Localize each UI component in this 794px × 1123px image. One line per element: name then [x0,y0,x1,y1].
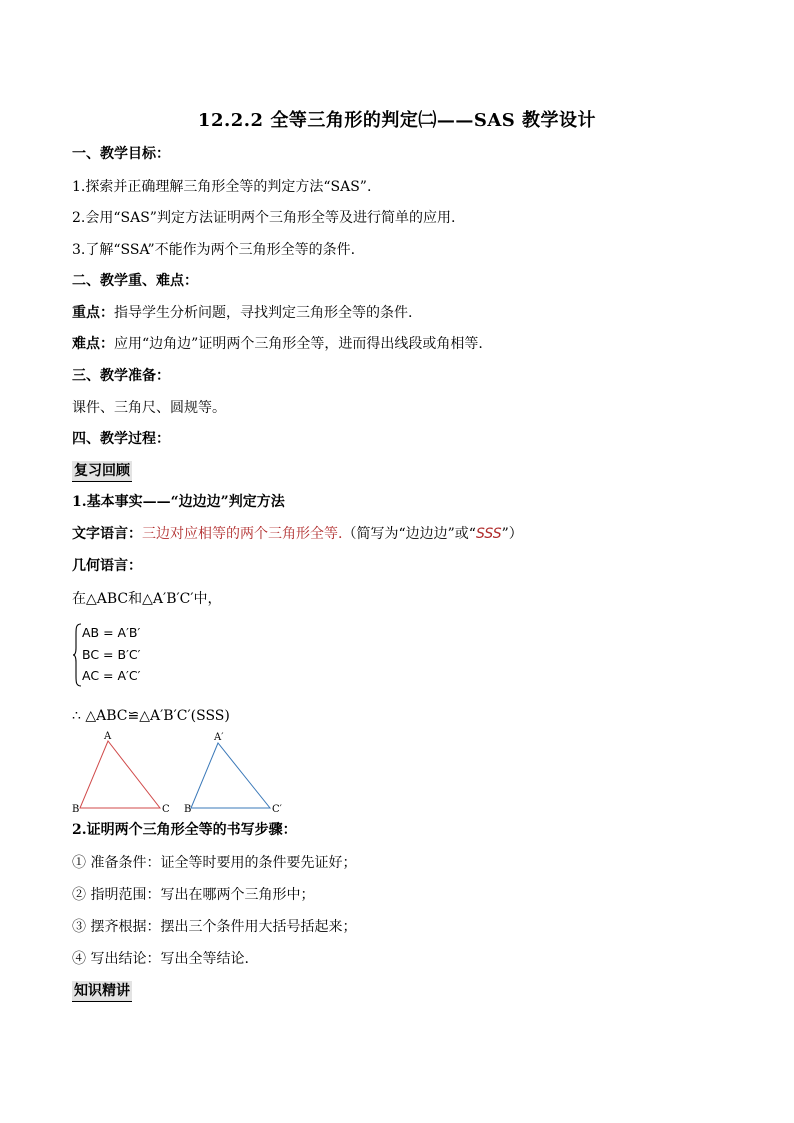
key-point-line [72,303,412,323]
document-title: 12.2.2 全等三角形的判定㈡——SAS 教学设计 [197,110,597,131]
vertex-label-a-prime: A′ [214,732,224,743]
knowledge-tag: 知识精讲 [72,981,132,1002]
step-item-1: ① 准备条件：证全等时要用的条件要先证好； [72,855,357,871]
section-heading-process: 四、教学过程： [72,431,170,447]
in-triangles-text: 在△ABC和△A′B′C′中， [72,591,222,607]
vertex-label-c-prime: C′ [272,804,282,815]
section-heading-key-points: 二、教学重、难点： [72,273,198,289]
sss-abbrev: SSS [475,526,502,542]
vertex-label-b: B [72,804,80,815]
text-language-label: 文字语言： [72,526,142,542]
equation-ac: AC = A′C′ [82,668,141,683]
equation-bc: BC = B′C′ [82,647,141,662]
step-item-2: ② 指明范围：写出在哪两个三角形中； [72,887,315,903]
triangle-abc [72,731,170,815]
key-point-text: 指导学生分析问题，寻找判定三角形全等的条件. [114,305,413,321]
objective-item-2: 2.会用“SAS”判定方法证明两个三角形全等及进行简单的应用. [72,210,456,226]
objective-item-3: 3.了解“SSA”不能作为两个三角形全等的条件. [72,242,356,258]
text-language-line [72,524,523,544]
difficult-point-line [72,334,483,354]
step-item-4: ④ 写出结论：写出全等结论. [72,951,249,967]
text-language-abbrev: （简写为“边边边”或“ [342,526,476,542]
text-language-statement: 三边对应相等的两个三角形全等. [142,526,343,542]
vertex-label-c: C [162,804,170,815]
difficult-point-label: 难点： [72,336,114,352]
objective-item-1: 1.探索并正确理解三角形全等的判定方法“SAS”. [72,179,372,195]
triangle-figures [66,728,306,818]
sss-conclusion: ∴ △ABC≌△A′B′C′(SSS) [72,708,230,724]
review-tag: 复习回顾 [72,461,132,482]
preparation-text: 课件、三角尺、圆规等。 [72,400,226,416]
step-item-3: ③ 摆齐根据：摆出三个条件用大括号括起来； [72,919,357,935]
equation-ab: AB = A′B′ [82,625,141,640]
geometry-language-label: 几何语言： [72,558,142,574]
vertex-label-b-prime: B [184,804,192,815]
fact-heading: 1.基本事实——“边边边”判定方法 [72,494,285,510]
key-point-label: 重点： [72,305,114,321]
equation-system [72,622,192,688]
triangle-a-prime-b-prime-c-prime [184,732,283,815]
steps-heading: 2.证明两个三角形全等的书写步骤： [72,822,297,838]
difficult-point-text: 应用“边角边”证明两个三角形全等，进而得出线段或角相等. [114,336,483,352]
section-heading-preparation: 三、教学准备： [72,368,170,384]
vertex-label-a: A [104,731,112,742]
text-language-close: ”） [501,526,523,542]
section-heading-objectives: 一、教学目标： [72,146,170,162]
